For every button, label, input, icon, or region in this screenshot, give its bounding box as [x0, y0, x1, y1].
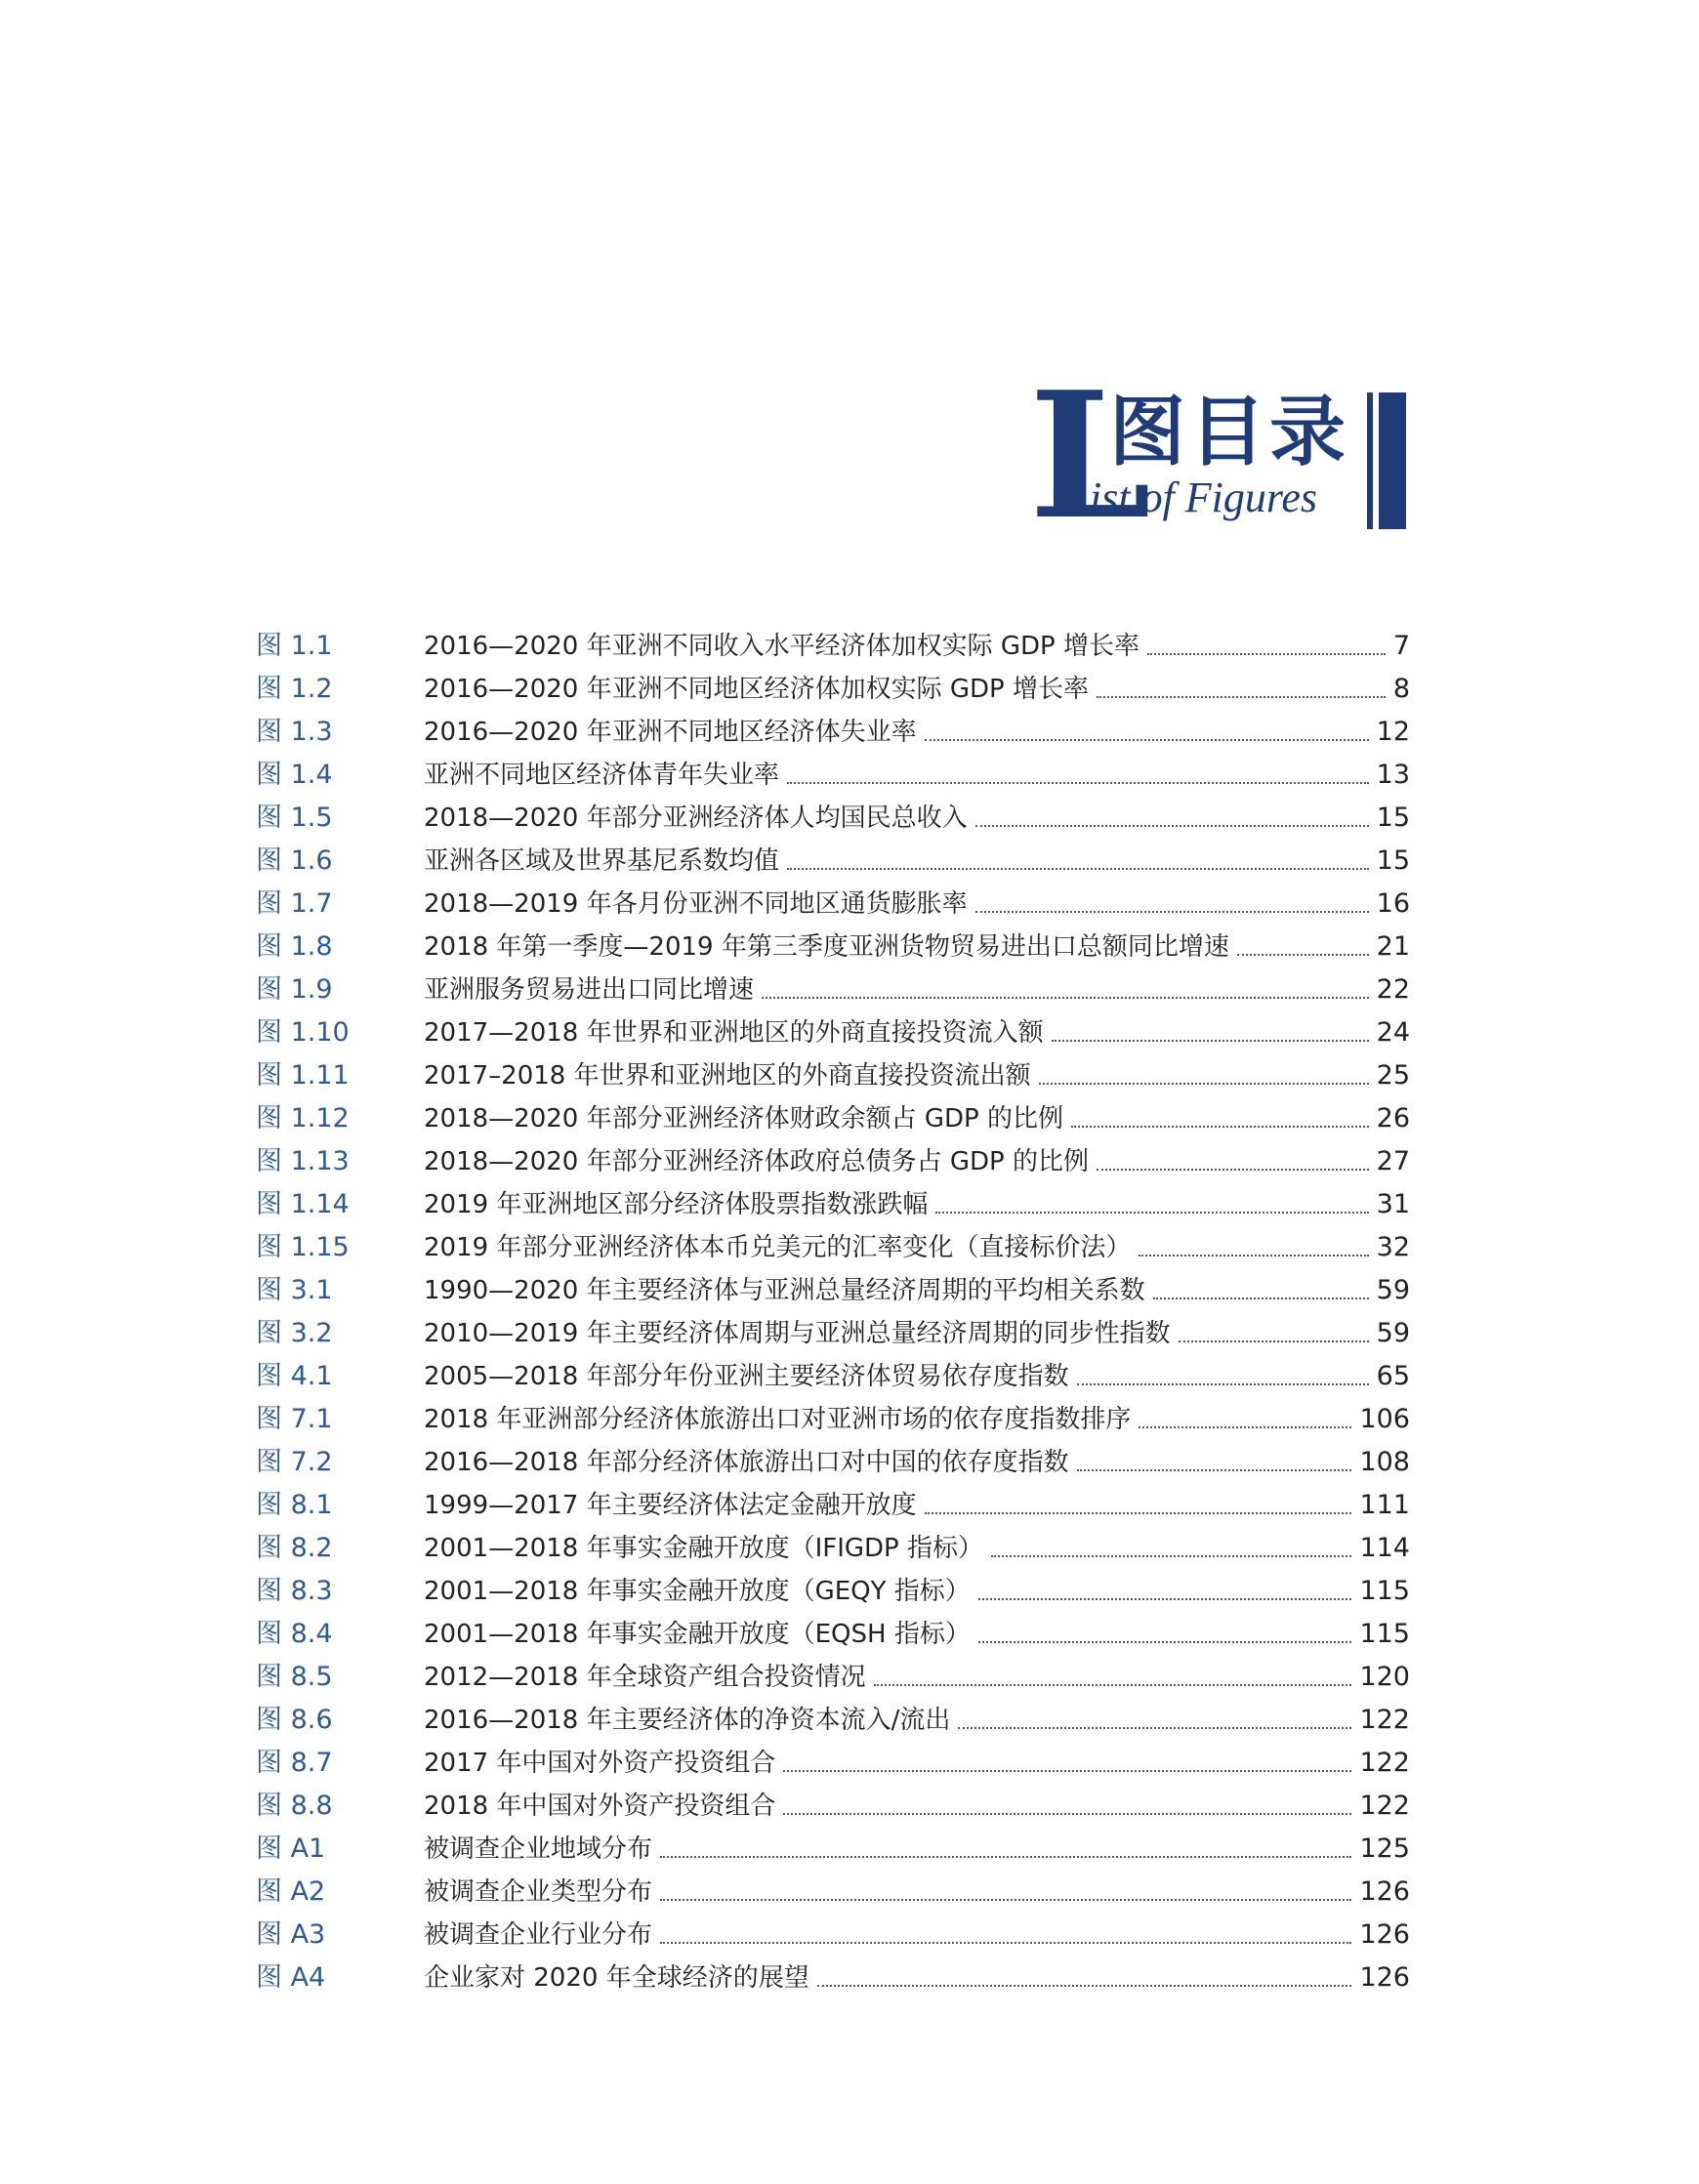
figure-page-number: 115 [1359, 1619, 1410, 1649]
figure-page-number: 120 [1359, 1662, 1410, 1692]
figure-title: 被调查企业地域分布 [424, 1834, 653, 1864]
figure-page-number: 122 [1359, 1705, 1410, 1735]
header-bar-thick [1379, 392, 1406, 529]
figure-title: 亚洲各区域及世界基尼系数均值 [424, 846, 780, 876]
figure-number: 图 1.1 [256, 631, 333, 661]
figure-page-number: 26 [1376, 1103, 1410, 1133]
dot-leader [1077, 1469, 1352, 1471]
figure-entry[interactable] [256, 1697, 1410, 1740]
figure-entry[interactable] [256, 1138, 1410, 1181]
figure-title: 2018—2020 年部分亚洲经济体政府总债务占 GDP 的比例 [424, 1147, 1089, 1176]
figure-entry[interactable] [256, 1525, 1410, 1568]
figure-number: 图 4.1 [256, 1361, 333, 1391]
figure-title: 2018—2019 年各月份亚洲不同地区通货膨胀率 [424, 889, 968, 919]
dot-leader [1039, 1083, 1369, 1085]
figure-title: 亚洲不同地区经济体青年失业率 [424, 761, 780, 790]
figure-page-number: 8 [1392, 674, 1410, 704]
header-initial-letter: L [1029, 353, 1152, 557]
page-header [1025, 353, 1416, 557]
figure-page-number: 24 [1376, 1017, 1410, 1048]
figure-page-number: 25 [1376, 1060, 1410, 1091]
dot-leader [935, 1212, 1368, 1214]
figure-page-number: 122 [1359, 1791, 1410, 1821]
figure-number: 图 3.2 [256, 1318, 333, 1348]
dot-leader [762, 997, 1369, 999]
dot-leader [925, 1512, 1352, 1514]
dot-leader [787, 868, 1369, 870]
figure-entry[interactable] [256, 752, 1410, 795]
figure-entry[interactable] [256, 1052, 1410, 1095]
figure-title: 2019 年亚洲地区部分经济体股票指数涨跌幅 [424, 1190, 929, 1219]
figure-title: 1990—2020 年主要经济体与亚洲总量经济周期的平均相关系数 [424, 1276, 1145, 1305]
figure-title: 2018 年亚洲部分经济体旅游出口对亚洲市场的依存度指数排序 [424, 1405, 1132, 1434]
figure-title: 2016—2018 年主要经济体的净资本流入/流出 [424, 1706, 951, 1735]
figure-entry[interactable] [256, 1267, 1410, 1310]
dot-leader [1139, 1255, 1368, 1257]
dot-leader [958, 1727, 1351, 1729]
figure-entry[interactable] [256, 881, 1410, 924]
figure-entry[interactable] [256, 1439, 1410, 1482]
dot-leader [1077, 1383, 1369, 1385]
figure-number: 图 1.4 [256, 760, 333, 790]
figure-number: 图 1.11 [256, 1060, 350, 1091]
figure-entry[interactable] [256, 795, 1410, 838]
figure-entry[interactable] [256, 1826, 1410, 1869]
dot-leader [975, 825, 1369, 827]
figure-number: 图 1.3 [256, 717, 333, 747]
figure-entry[interactable] [256, 666, 1410, 709]
dot-leader [783, 1813, 1351, 1815]
figure-title: 2018—2020 年部分亚洲经济体人均国民总收入 [424, 804, 968, 833]
figure-title: 2001—2018 年事实金融开放度（GEQY 指标） [424, 1577, 971, 1606]
dot-leader [978, 1641, 1352, 1643]
figure-number: 图 8.1 [256, 1490, 333, 1520]
figure-page-number: 126 [1359, 1876, 1410, 1907]
figure-number: 图 8.7 [256, 1748, 333, 1778]
dot-leader [1139, 1426, 1351, 1428]
figure-title: 1999—2017 年主要经济体法定金融开放度 [424, 1491, 917, 1520]
figure-entry[interactable] [256, 1310, 1410, 1353]
figure-page-number: 12 [1376, 717, 1410, 747]
figure-number: 图 A3 [256, 1919, 326, 1950]
figure-title: 2018 年第一季度—2019 年第三季度亚洲货物贸易进出口总额同比增速 [424, 932, 1229, 962]
figure-page-number: 59 [1376, 1275, 1410, 1305]
figure-page-number: 106 [1359, 1404, 1410, 1434]
figure-number: 图 1.7 [256, 888, 333, 919]
figure-title: 2017 年中国对外资产投资组合 [424, 1749, 776, 1778]
dot-leader [660, 1942, 1351, 1944]
figure-number: 图 1.10 [256, 1017, 350, 1048]
dot-leader [991, 1555, 1351, 1557]
figure-entry[interactable] [256, 1654, 1410, 1697]
figure-number: 图 1.14 [256, 1189, 350, 1219]
dot-leader [874, 1684, 1352, 1686]
figure-title: 2010—2019 年主要经济体周期与亚洲总量经济周期的同步性指数 [424, 1319, 1171, 1348]
figure-number: 图 8.8 [256, 1791, 333, 1821]
figure-title: 2018 年中国对外资产投资组合 [424, 1792, 776, 1821]
figure-title: 2016—2020 年亚洲不同地区经济体失业率 [424, 718, 917, 747]
figure-title: 2017–2018 年世界和亚洲地区的外商直接投资流出额 [424, 1061, 1031, 1091]
dot-leader [1097, 1169, 1369, 1171]
figure-number: 图 8.5 [256, 1662, 333, 1692]
figure-number: 图 8.6 [256, 1705, 333, 1735]
figure-title: 2016—2018 年部分经济体旅游出口对中国的依存度指数 [424, 1448, 1069, 1477]
figure-page-number: 21 [1376, 931, 1410, 962]
figure-title: 被调查企业行业分布 [424, 1920, 653, 1950]
dot-leader [1237, 954, 1369, 956]
figure-entry[interactable] [256, 1869, 1410, 1912]
figure-number: 图 7.2 [256, 1447, 333, 1477]
figure-entry[interactable] [256, 1353, 1410, 1396]
figure-list [256, 623, 1410, 1998]
figure-number: 图 1.6 [256, 845, 333, 876]
figure-page-number: 126 [1359, 1962, 1410, 1993]
dot-leader [660, 1899, 1351, 1901]
dot-leader [925, 739, 1369, 741]
figure-number: 图 3.1 [256, 1275, 333, 1305]
figure-number: 图 1.9 [256, 974, 333, 1005]
figure-number: 图 1.12 [256, 1103, 350, 1133]
figure-number: 图 1.13 [256, 1146, 350, 1176]
dot-leader [783, 1770, 1351, 1772]
figure-entry[interactable] [256, 967, 1410, 1010]
figure-title: 2001—2018 年事实金融开放度（IFIGDP 指标） [424, 1534, 984, 1563]
figure-title: 2018—2020 年部分亚洲经济体财政余额占 GDP 的比例 [424, 1104, 1063, 1133]
figure-page-number: 114 [1359, 1533, 1410, 1563]
figure-entry[interactable] [256, 1611, 1410, 1654]
dot-leader [1071, 1126, 1369, 1128]
figure-number: 图 7.1 [256, 1404, 333, 1434]
figure-page-number: 111 [1359, 1490, 1410, 1520]
dot-leader [1147, 653, 1386, 655]
figure-number: 图 1.15 [256, 1232, 350, 1262]
dot-leader [660, 1856, 1351, 1858]
figure-page-number: 125 [1359, 1834, 1410, 1864]
figure-page-number: 15 [1376, 845, 1410, 876]
figure-page-number: 115 [1359, 1576, 1410, 1606]
figure-title: 2016—2020 年亚洲不同收入水平经济体加权实际 GDP 增长率 [424, 632, 1140, 661]
figure-title: 2016—2020 年亚洲不同地区经济体加权实际 GDP 增长率 [424, 675, 1089, 704]
figure-entry[interactable] [256, 709, 1410, 752]
figure-title: 2005—2018 年部分年份亚洲主要经济体贸易依存度指数 [424, 1362, 1069, 1391]
figure-number: 图 8.2 [256, 1533, 333, 1563]
figure-entry[interactable] [256, 1740, 1410, 1783]
figure-title: 2001—2018 年事实金融开放度（EQSH 指标） [424, 1620, 971, 1649]
figure-number: 图 1.5 [256, 803, 333, 833]
dot-leader [975, 911, 1369, 913]
figure-page-number: 15 [1376, 803, 1410, 833]
figure-title: 被调查企业类型分布 [424, 1877, 653, 1907]
dot-leader [1179, 1340, 1369, 1342]
figure-number: 图 1.2 [256, 674, 333, 704]
figure-title: 2017—2018 年世界和亚洲地区的外商直接投资流入额 [424, 1018, 1044, 1048]
dot-leader [1052, 1040, 1369, 1042]
figure-title: 亚洲服务贸易进出口同比增速 [424, 975, 755, 1005]
figure-title: 2012—2018 年全球资产组合投资情况 [424, 1663, 866, 1692]
dot-leader [978, 1598, 1352, 1600]
figure-number: 图 A1 [256, 1834, 326, 1864]
figure-title: 企业家对 2020 年全球经济的展望 [424, 1963, 809, 1993]
figure-entry[interactable] [256, 1396, 1410, 1439]
figure-entry[interactable] [256, 1955, 1410, 1998]
figure-number: 图 1.8 [256, 931, 333, 962]
figure-page-number: 32 [1376, 1232, 1410, 1262]
figure-entry[interactable] [256, 1181, 1410, 1224]
figure-page-number: 65 [1376, 1361, 1410, 1391]
figure-page-number: 16 [1376, 888, 1410, 919]
figure-entry[interactable] [256, 1482, 1410, 1525]
figure-page-number: 59 [1376, 1318, 1410, 1348]
page-subtitle: ist of Figures [1090, 474, 1318, 521]
dot-leader [817, 1985, 1352, 1987]
figure-page-number: 122 [1359, 1748, 1410, 1778]
figure-entry[interactable] [256, 1783, 1410, 1826]
figure-number: 图 A2 [256, 1876, 326, 1907]
figure-page-number: 27 [1376, 1146, 1410, 1176]
figure-entry[interactable] [256, 1095, 1410, 1138]
figure-entry[interactable] [256, 1224, 1410, 1267]
header-bar-thin [1367, 392, 1373, 529]
figure-page-number: 31 [1376, 1189, 1410, 1219]
figure-entry[interactable] [256, 623, 1410, 666]
dot-leader [1097, 696, 1386, 698]
figure-number: 图 8.3 [256, 1576, 333, 1606]
dot-leader [787, 782, 1369, 784]
figure-number: 图 A4 [256, 1962, 326, 1993]
figure-entry[interactable] [256, 924, 1410, 967]
figure-entry[interactable] [256, 1912, 1410, 1955]
figure-page-number: 108 [1359, 1447, 1410, 1477]
figure-page-number: 126 [1359, 1919, 1410, 1950]
dot-leader [1153, 1298, 1369, 1299]
figure-page-number: 7 [1392, 631, 1410, 661]
figure-title: 2019 年部分亚洲经济体本币兑美元的汇率变化（直接标价法） [424, 1233, 1132, 1262]
figure-entry[interactable] [256, 1568, 1410, 1611]
figure-page-number: 13 [1376, 760, 1410, 790]
figure-entry[interactable] [256, 1010, 1410, 1052]
page-title: 图目录 [1109, 388, 1350, 476]
figure-page-number: 22 [1376, 974, 1410, 1005]
figure-number: 图 8.4 [256, 1619, 333, 1649]
figure-entry[interactable] [256, 838, 1410, 881]
